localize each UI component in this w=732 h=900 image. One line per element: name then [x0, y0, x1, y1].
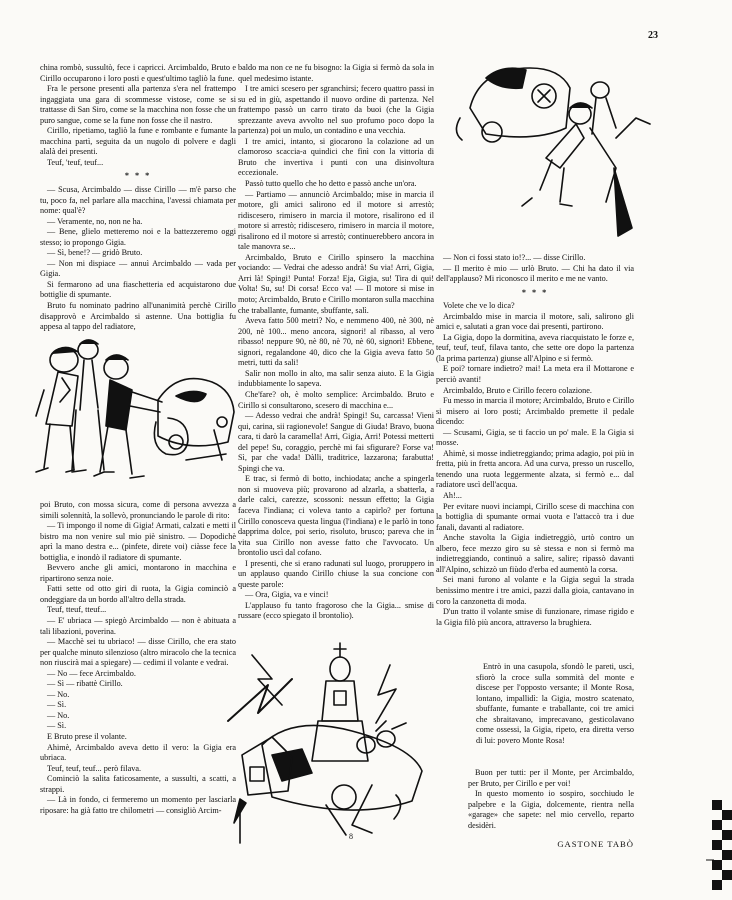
column-3-top — [436, 253, 634, 628]
paragraph: Fra le persone presenti alla partenza s'era nel frattempo ingaggiata una gara di scommesse vistose, come se si trattasse di San Siro, come se la macchina non fosse che un puro sangue, come se la fune non fosse che il nastro. — [40, 84, 236, 125]
paragraph: Cominciò la salita faticosamente, a sussulti, a scatti, a strappi. — [40, 774, 236, 794]
paragraph: — Veramente, no, non ne ha. — [47, 216, 143, 226]
paragraph: — Scusa, Arcimbaldo — disse Cirillo — m'è parso che tu, poco fa, nel parlare alla macchina, l'avessi chiamata per nome: qual'è? — [40, 185, 236, 216]
paragraph: — Ora, Gigia, va e vinci! — [245, 590, 329, 600]
section-separator: * * * — [521, 287, 549, 297]
paragraph: — No. — [47, 689, 70, 699]
page-number: 23 — [648, 30, 658, 41]
paragraph: Arcimbaldo mise in marcia il motore, sali, salirono gli amici e, salutati a gran voce dai presenti, partirono. — [436, 311, 634, 332]
paragraph: E poi? tornare indietro? mai! La meta era il Mottarone e perciò avanti! — [436, 364, 634, 385]
paragraph: Sei mani furono al volante e la Gigia seguì la strada benissimo mentre i tre amici, pazzi dalla gioia, cantavano in coro la canzonetta di moda. — [436, 575, 634, 606]
paragraph: Buon per tutti: per il Monte, per Arcimbaldo, per Bruto, per Cirillo e per voi! — [468, 768, 634, 788]
paragraph: — Il merito è mio — urlò Bruto. — Chi ha dato il via dell'applauso? Mi riconosco il merito e me ne vanto. — [436, 263, 634, 284]
paragraph: — Scusami, Gigia, se ti faccio un po' male. E la Gigia si mosse. — [436, 427, 634, 448]
checkered-border-decoration — [706, 0, 732, 900]
paragraph: Arcimbaldo, Bruto e Cirillo fecero colazione. — [443, 385, 592, 395]
paragraph: Teuf, teuf, teuf... però filava. — [47, 763, 141, 773]
paragraph: — No — fece Arcimbaldo. — [47, 668, 136, 678]
paragraph: Teuf, 'teuf, teuf... — [47, 157, 104, 167]
author-signature: GASTONE TABÒ — [557, 839, 634, 850]
paragraph: — Sì — ribattè Cirillo. — [47, 679, 123, 689]
illustration-car-crashing-church — [222, 635, 468, 850]
paragraph: — E' ubriaca — spiegò Arcimbaldo — non è abituata a tali libazioni, poverina. — [40, 616, 236, 636]
paragraph: La Gigia, dopo la dormitina, aveva riacquistato le forze e, teuf, teuf, teuf, filava tanto, che sette ore dopo la partenza (la prima partenza) giunse all'Alpino e si fermò. — [436, 332, 634, 363]
paragraph: I presenti, che si erano radunati sul luogo, proruppero in un applauso quando Cirillo chiuse la sua concione con queste parole: — [238, 558, 434, 589]
paragraph: Fu messo in marcia il motore; Arcimbaldo, Bruto e Cirillo si misero ai loro posti; Arcimbaldo premette il pedale dicendo: — [436, 396, 634, 427]
paragraph: Teuf, tteuf, tteuf... — [47, 605, 107, 615]
column-1-top — [40, 63, 236, 333]
paragraph: — Sì, bene!? — gridò Bruto. — [47, 248, 143, 258]
paragraph: china rombò, sussultò, fece i capricci. Arcimbaldo, Bruto e Cirillo occuparono i loro posti e quest'ultimo tagliò la fune. — [40, 63, 236, 83]
paragraph: Salìr non mollo in alto, ma salir senza aiuto. E la Gigia indubbiamente lo sapeva. — [238, 368, 434, 389]
column-3-end — [468, 768, 634, 850]
paragraph: — Bene, glielo metteremo noi e la battezzeremo oggi stesso; io propongo Gigia. — [40, 227, 236, 247]
paragraph: In questo momento io sospiro, socchiudo le palpebre e la Gigia, dolcemente, rientra nella «garage» che sapete: nel mio cervello, reparto desidèri. — [468, 789, 634, 830]
paragraph: — Partiamo — annunciò Arcimbaldo; mise in marcia il motore, gli amici salirono ed il motore si arrestò; ridiscesero, rimisero in marcia il motore, risalirono ed il motore si arrestò; ridiscesero, rimisero in marcia il motore, risalirono ed il motore si arrestò; continuerebbero ancora in tale manovra se... — [238, 189, 434, 252]
paragraph: Ah!... — [443, 491, 462, 501]
paragraph: Per evitare nuovi inciampi, Cirillo scese di macchina con la bottiglia di spumante ormai vuota e l'attaccò tra i due fanali, davanti al radiatore. — [436, 501, 634, 532]
paragraph: — Adesso vedrai che andrà! Spingi! Su, carcassa! Vieni qui, carina, sii ragionevole! Sangue di Giuda! Bravo, buona cara, ti darò la caramella! Arri, Gigia, Arri! Potessi metterti del pepe! Su, coraggio, perchè mi fai sfigurare? Forse va! Sì, par che vada! Dàlli, traditrice, lazzarona; farabutta! Spingi che va. — [238, 411, 434, 473]
paragraph: Che'fare? oh, è molto semplice: Arcimbaldo. Bruto e Cirillo si consultarono, scesero di macchina e... — [238, 389, 434, 410]
paragraph: Aveva fatto 500 metri? No, e nemmeno 400, nè 300, nè 200, nè 100... meno ancora, signori! al ribasso, al vero ribasso! neppure 90, nè 80, nè 70, nè 60, signori! Ebbene, signori, regalandone 40, dico che la Gigia aveva fatto 50 metri, tutti da sali! — [238, 316, 434, 368]
paragraph: I tre amici, intanto, si giocarono la colazione ad un clamoroso scaccia-a quindici che finì con la vittoria di Bruto che invertiva i punti con una disinvoltura eccezionale. — [238, 136, 434, 178]
svg-text:8: 8 — [349, 832, 353, 841]
paragraph: — Non mi dispiace — annuì Arcimbaldo — vada per Gigia. — [40, 258, 236, 279]
paragraph: Entrò in una casupola, sfondò le pareti, uscì, sfiorò la croce sulla sommità del monte e discese per l'opposto versante; il Monte Rosa, lontano, impallidì: la Gigia, mostro scatenato, sbuffante, fumante e traballante, coi tre amici che sbraitavano, imprecavano, gesticolavano come ossessi, la Gigia, ripeto, era diretta verso di lui: povero Monte Rosa! — [476, 662, 634, 745]
paragraph: Volete che ve lo dica? — [443, 301, 515, 311]
paragraph: D'un tratto il volante smise di funzionare, rimase rigido e la Gigia filò più ancora, attraverso la brughiera. — [436, 607, 634, 627]
paragraph: Bruto fu nominato padrino all'unanimità perchè Cirillo disapprovò e Arcimbaldo si astenne. Una bottiglia fu appesa al tappo del radiatore, — [40, 301, 236, 332]
paragraph: Fatti sette od otto giri di ruota, la Gigia cominciò a ondeggiare da un bordo all'altro della strada. — [40, 584, 236, 604]
paragraph: — Macchè sei tu ubriaco! — disse Cirillo, che era stato per qualche minuto silenzioso (altro miracolo che la tecnica non riuscirà mai a spiegare) — cedimi il volante e vedrai. — [40, 637, 236, 668]
column-1-bottom — [40, 500, 236, 816]
paragraph: Ahimè, Arcimbaldo aveva detto il vero: la Gigia era ubriaca. — [40, 742, 236, 763]
paragraph: — Sì. — [47, 700, 67, 710]
paragraph: — No. — [47, 710, 70, 720]
paragraph: E Bruto prese il volante. — [47, 732, 127, 742]
paragraph: L'applauso fu tanto fragoroso che la Gigia... smise di russare (ecco spiegato il brontolio). — [238, 600, 434, 621]
paragraph: Ahimè, si mosse indietreggiando; prima adagio, poi più in fretta, più in fretta ancora. Ad una curva, presso un ruscello, tenendo una ruota leggermente alzata, si fermò e... dal radiatore uscì dell'acqua. — [436, 448, 634, 490]
paragraph: I tre amici scesero per sgranchirsi; fecero quattro passi in su ed in giù, aspettando il nuovo ordine di partenza. Nel frattempo passò un carro tirato da buoi (che la Gigia sprezzante aveva avvolto nel suo profumo poco dopo la partenza) poi un mulo, un contadino e una vecchia. — [238, 84, 434, 136]
paragraph: E trac, si fermò di botto, inchiodata; anche a spingerla non si muoveva più; provarono ad alzarla, a sbatterla, a darle calci, carezze, scossoni: nessun effetto; la Gigia faceva l'indiana; ci voleva tanto a capirlo? per fortuna Cirillo conosceva questa lingua (l'indiana) e le parlò in tono dapprima dolce, poi serio, risoluto, brusco; pareva che in vita sua Cirillo non avesse fatto che l'avvocato. Un brontolio uscì dal cofano. — [238, 474, 434, 558]
paragraph: — Là in fondo, ci fermeremo un momento per lasciarla riposare: ha già fatto tre chilometri — consigliò Arcim- — [40, 795, 236, 815]
paragraph: Si fermarono ad una fiaschetteria ed acquistarono due bottiglie di spumante. — [40, 279, 236, 300]
paragraph: Arcimbaldo, Bruto e Cirillo spinsero la macchina vociando: — Vedrai che adesso andrà! Su via! Arri, Gigia, Arri là! Spingi! Punta! Forza! Eja, Gigia, su! Tira di qui! Volta! Su, su! Di corsa! Ecco va! — Il motore si mise in moto; Arcimbaldo, Bruto e Cirillo montaron sulla macchina che traballante, fumante, sbuffante, salì. — [238, 252, 435, 315]
illustration-car-tipped-over — [440, 48, 652, 256]
column-3-narrow — [476, 662, 634, 746]
paragraph: baldo ma non ce ne fu bisogno: la Gigia si fermò da sola in quel medesimo istante. — [238, 63, 434, 83]
paragraph: Cirillo, ripetiamo, tagliò la fune e rombante e fumante la macchina partì, seguita da un nugolo di polvere e dagli alalà dei presenti. — [40, 126, 236, 157]
paragraph: — Ti impongo il nome di Gigia! Armati, calzati e metti il bistro ma non venire sul mio piè sinistro. — Dopodichè aprì la mano destra e... (pinfete, direte voi) ciàsse fece la bottiglia, e inondò il radiatore di spumante. — [40, 521, 236, 562]
paragraph: — Sì. — [47, 721, 67, 731]
paragraph: Passò tutto quello che ho detto e passò anche un'ora. — [245, 179, 417, 189]
column-2 — [238, 63, 434, 622]
paragraph: — Non ci fossi stato io!?... — disse Cirillo. — [443, 253, 586, 262]
paragraph: Bevvero anche gli amici, montarono in macchina e ripartirono senza noie. — [40, 563, 236, 583]
illustration-men-pushing-car — [26, 330, 238, 498]
paragraph: Anche stavolta la Gigia indietreggiò, urtò contro un albero, fece mezzo giro su sè stessa e non si fermò ma indietreggiando, continuò a salire, salire; ripassò davanti all'Alpino, schizzò un fiùdo d'erba ed aumentò la corsa. — [436, 533, 634, 574]
paragraph: poi Bruto, con mossa sicura, come di persona avvezza a simili solennità, la sollevò, pronunciando le parole di rito: — [40, 500, 236, 520]
section-separator: * * * — [124, 171, 152, 181]
